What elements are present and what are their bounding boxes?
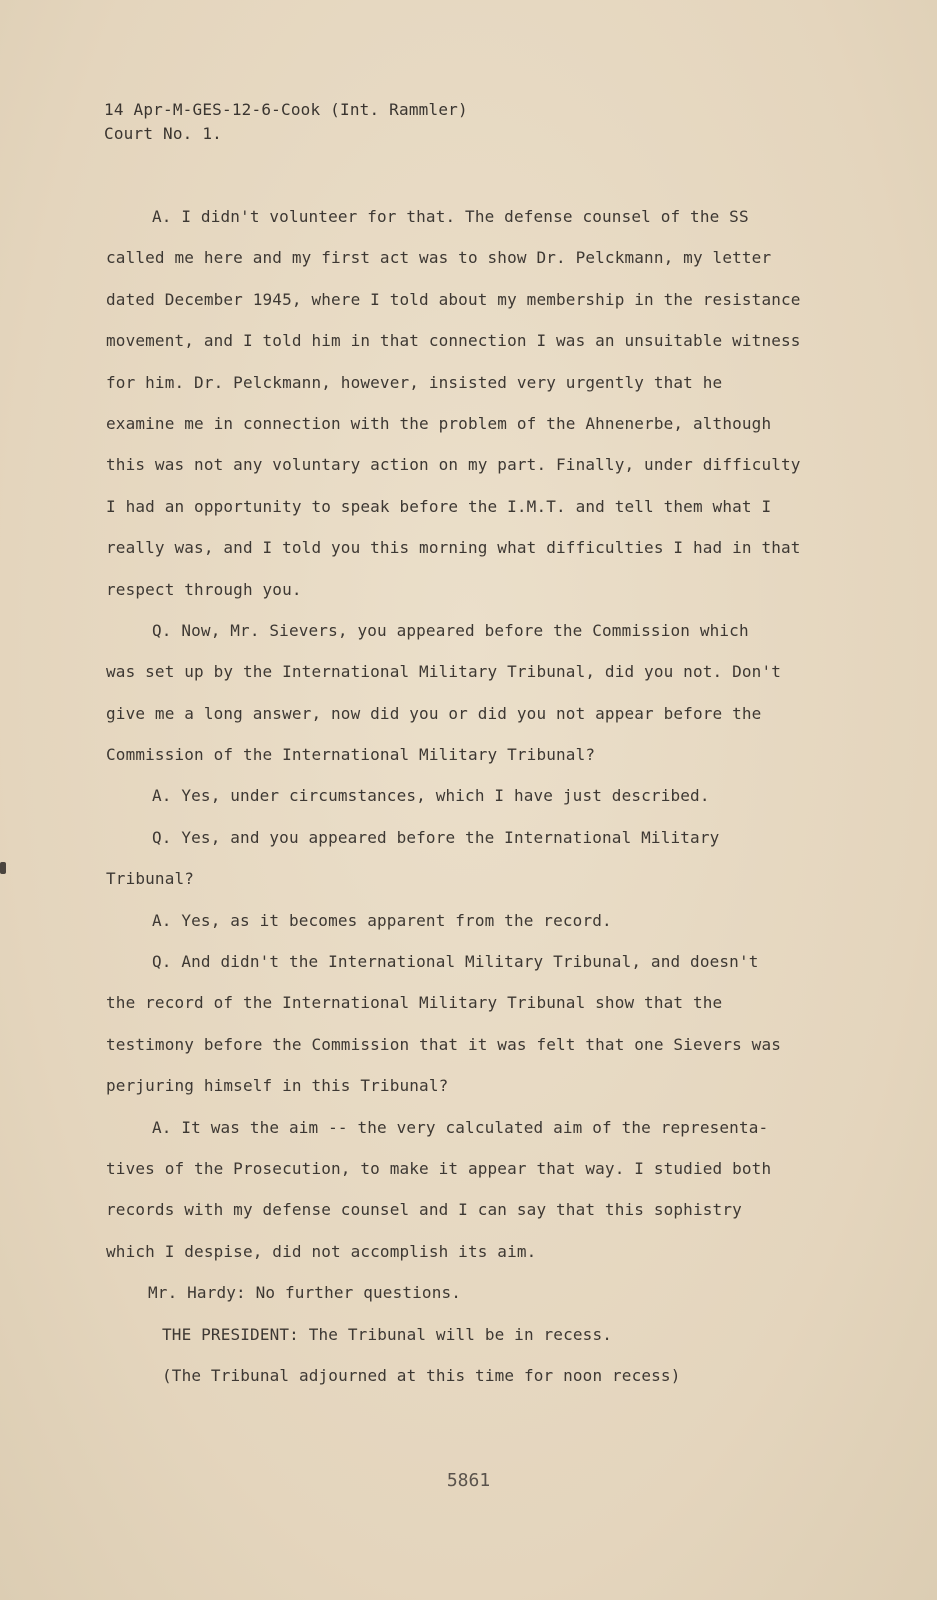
page-number: 5861 (446, 1470, 491, 1491)
transcript-body (106, 196, 841, 1396)
transcript-line: give me a long answer, now did you or did you not appear before the (106, 703, 762, 723)
transcript-line: THE PRESIDENT: The Tribunal will be in recess. (162, 1324, 613, 1344)
transcript-line: A. Yes, under circumstances, which I have just described. (152, 786, 710, 806)
transcript-line: examine me in connection with the problem of the Ahnenerbe, although (106, 413, 772, 433)
transcript-line: Tribunal? (106, 869, 195, 889)
transcript-line: Q. Yes, and you appeared before the International Military (152, 827, 720, 847)
transcript-line: Q. Now, Mr. Sievers, you appeared before the Commission which (152, 620, 749, 640)
transcript-line: records with my defense counsel and I can say that this sophistry (106, 1200, 742, 1220)
transcript-line: for him. Dr. Pelckmann, however, insisted very urgently that he (106, 372, 723, 392)
transcript-line: was set up by the International Military Tribunal, did you not. Don't (106, 662, 782, 682)
transcript-line: I had an opportunity to speak before the I.M.T. and tell them what I (106, 496, 772, 516)
header-court-line: Court No. 1. (104, 124, 222, 143)
header-reference-line: 14 Apr-M-GES-12-6-Cook (Int. Rammler) (104, 100, 468, 119)
transcript-line: Commission of the International Military Tribunal? (106, 745, 596, 765)
transcript-line: testimony before the Commission that it was felt that one Sievers was (106, 1034, 782, 1054)
margin-mark (0, 862, 6, 874)
transcript-line: really was, and I told you this morning what difficulties I had in that (106, 538, 801, 558)
transcript-line: movement, and I told him in that connection I was an unsuitable witness (106, 331, 801, 351)
transcript-line: (The Tribunal adjourned at this time for noon recess) (162, 1365, 681, 1385)
transcript-line: the record of the International Military Tribunal show that the (106, 993, 723, 1013)
transcript-line: A. Yes, as it becomes apparent from the record. (152, 910, 612, 930)
transcript-line: A. It was the aim -- the very calculated aim of the representa- (152, 1117, 769, 1137)
transcript-line: A. I didn't volunteer for that. The defense counsel of the SS (152, 207, 749, 226)
transcript-line: respect through you. (106, 579, 302, 599)
transcript-line: Mr. Hardy: No further questions. (148, 1283, 462, 1303)
transcript-line: called me here and my first act was to show Dr. Pelckmann, my letter (106, 248, 772, 268)
transcript-line: which I despise, did not accomplish its aim. (106, 1241, 537, 1261)
transcript-line: tives of the Prosecution, to make it appear that way. I studied both (106, 1158, 772, 1178)
transcript-line: this was not any voluntary action on my part. Finally, under difficulty (106, 455, 801, 475)
transcript-line: Q. And didn't the International Military Tribunal, and doesn't (152, 952, 759, 972)
transcript-line: dated December 1945, where I told about my membership in the resistance (106, 289, 801, 309)
document-header (104, 98, 468, 146)
transcript-line: perjuring himself in this Tribunal? (106, 1076, 449, 1096)
